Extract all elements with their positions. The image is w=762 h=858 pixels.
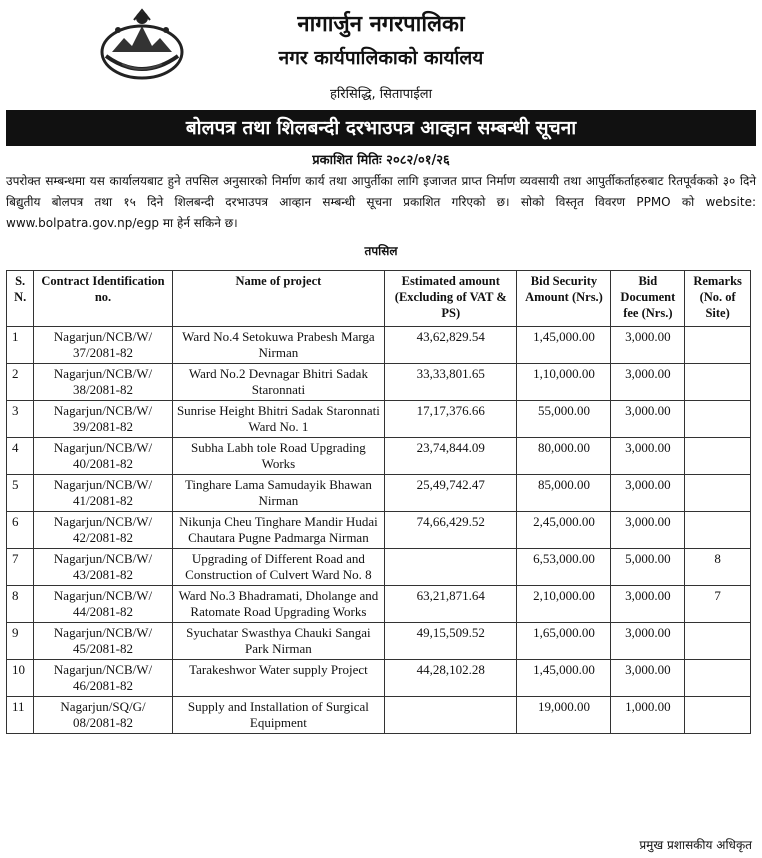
table-row xyxy=(7,549,751,586)
table-header-row xyxy=(7,271,751,327)
header-bid-fee: Bid Document fee (Nrs.) xyxy=(611,271,685,327)
table-row xyxy=(7,364,751,401)
table-row xyxy=(7,697,751,734)
row-remarks xyxy=(685,438,751,475)
row-bid-security: 19,000.00 xyxy=(517,697,611,734)
row-contract: Nagarjun/NCB/W/ 46/2081-82 xyxy=(34,660,172,697)
row-bid-security: 1,45,000.00 xyxy=(517,660,611,697)
row-bid-security: 55,000.00 xyxy=(517,401,611,438)
row-bid-security: 1,45,000.00 xyxy=(517,327,611,364)
row-sn: 9 xyxy=(7,623,34,660)
row-amount: 17,17,376.66 xyxy=(385,401,517,438)
row-amount: 44,28,102.28 xyxy=(385,660,517,697)
row-amount: 23,74,844.09 xyxy=(385,438,517,475)
row-bid-fee: 3,000.00 xyxy=(611,623,685,660)
row-project: Nikunja Cheu Tinghare Mandir Hudai Chautara Pugne Padmarga Nirman xyxy=(172,512,384,549)
row-remarks xyxy=(685,364,751,401)
row-bid-fee: 3,000.00 xyxy=(611,327,685,364)
row-contract: Nagarjun/NCB/W/ 44/2081-82 xyxy=(34,586,172,623)
table-row xyxy=(7,660,751,697)
row-remarks xyxy=(685,660,751,697)
row-project: Subha Labh tole Road Upgrading Works xyxy=(172,438,384,475)
row-bid-security: 2,45,000.00 xyxy=(517,512,611,549)
row-bid-fee: 3,000.00 xyxy=(611,401,685,438)
row-amount: 74,66,429.52 xyxy=(385,512,517,549)
row-bid-security: 6,53,000.00 xyxy=(517,549,611,586)
row-sn: 10 xyxy=(7,660,34,697)
row-bid-fee: 3,000.00 xyxy=(611,660,685,697)
office-name: नगर कार्यपालिकाको कार्यालय xyxy=(278,47,484,69)
row-bid-security: 80,000.00 xyxy=(517,438,611,475)
row-remarks: 7 xyxy=(685,586,751,623)
row-remarks xyxy=(685,327,751,364)
row-contract: Nagarjun/NCB/W/ 37/2081-82 xyxy=(34,327,172,364)
row-bid-fee: 5,000.00 xyxy=(611,549,685,586)
row-sn: 7 xyxy=(7,549,34,586)
row-contract: Nagarjun/NCB/W/ 41/2081-82 xyxy=(34,475,172,512)
row-project: Sunrise Height Bhitri Sadak Staronnati Ward No. 1 xyxy=(172,401,384,438)
signoff-title: प्रमुख प्रशासकीय अधिकृत xyxy=(639,838,752,852)
row-sn: 3 xyxy=(7,401,34,438)
row-bid-fee: 3,000.00 xyxy=(611,438,685,475)
table-row xyxy=(7,438,751,475)
tender-table xyxy=(6,270,751,734)
row-remarks xyxy=(685,623,751,660)
row-contract: Nagarjun/NCB/W/ 43/2081-82 xyxy=(34,549,172,586)
row-remarks xyxy=(685,512,751,549)
row-bid-fee: 1,000.00 xyxy=(611,697,685,734)
header-bid-security: Bid Security Amount (Nrs.) xyxy=(517,271,611,327)
row-project: Tinghare Lama Samudayik Bhawan Nirman xyxy=(172,475,384,512)
row-bid-security: 85,000.00 xyxy=(517,475,611,512)
row-sn: 4 xyxy=(7,438,34,475)
office-address: हरिसिद्धि, सितापाईला xyxy=(329,87,432,102)
row-contract: Nagarjun/NCB/W/ 38/2081-82 xyxy=(34,364,172,401)
row-contract: Nagarjun/SQ/G/ 08/2081-82 xyxy=(34,697,172,734)
row-amount: 43,62,829.54 xyxy=(385,327,517,364)
row-contract: Nagarjun/NCB/W/ 42/2081-82 xyxy=(34,512,172,549)
row-bid-security: 1,65,000.00 xyxy=(517,623,611,660)
row-amount xyxy=(385,549,517,586)
details-heading: तपसिल xyxy=(364,244,398,258)
row-project: Supply and Installation of Surgical Equipment xyxy=(172,697,384,734)
notice-paragraph: उपरोक्त सम्बन्धमा यस कार्यालयबाट हुने तपसिल अनुसारको निर्माण कार्य तथा आपुर्तीका लागि इजाजत प्राप्त निर्माण व्यवसायी तथा आपुर्तीकर्ताहरुबाट रितपूर्वकको ३० दिने बिद्युतीय बोलपत्र तथा १५ दिने शिलबन्दी दरभाउपत्र आव्हान सम्बन्धी सूचना प्रकाशित गरिएको छ। सोको विस्तृत विवरण PPMO को website: www.bolpatra.gov.np/egp मा हेर्न सकिने छ। xyxy=(6,174,756,230)
header-amount: Estimated amount (Excluding of VAT & PS) xyxy=(385,271,517,327)
row-project: Syuchatar Swasthya Chauki Sangai Park Nirman xyxy=(172,623,384,660)
table-row xyxy=(7,327,751,364)
row-amount: 25,49,742.47 xyxy=(385,475,517,512)
row-remarks: 8 xyxy=(685,549,751,586)
header-project: Name of project xyxy=(172,271,384,327)
row-project: Ward No.3 Bhadramati, Dholange and Ratomate Road Upgrading Works xyxy=(172,586,384,623)
row-bid-fee: 3,000.00 xyxy=(611,586,685,623)
row-amount: 33,33,801.65 xyxy=(385,364,517,401)
row-bid-fee: 3,000.00 xyxy=(611,512,685,549)
notice-banner: बोलपत्र तथा शिलबन्दी दरभाउपत्र आव्हान सम्बन्धी सूचना xyxy=(6,110,756,146)
row-bid-security: 1,10,000.00 xyxy=(517,364,611,401)
row-remarks xyxy=(685,697,751,734)
row-bid-fee: 3,000.00 xyxy=(611,475,685,512)
header-sn: S. N. xyxy=(7,271,34,327)
row-project: Tarakeshwor Water supply Project xyxy=(172,660,384,697)
row-sn: 8 xyxy=(7,586,34,623)
row-contract: Nagarjun/NCB/W/ 45/2081-82 xyxy=(34,623,172,660)
published-date: प्रकाशित मितिः २०८२/०१/२६ xyxy=(312,153,450,168)
row-project: Ward No.4 Setokuwa Prabesh Marga Nirman xyxy=(172,327,384,364)
table-row xyxy=(7,512,751,549)
row-bid-fee: 3,000.00 xyxy=(611,364,685,401)
row-project: Upgrading of Different Road and Construction of Culvert Ward No. 8 xyxy=(172,549,384,586)
row-remarks xyxy=(685,401,751,438)
header-remarks: Remarks (No. of Site) xyxy=(685,271,751,327)
row-sn: 5 xyxy=(7,475,34,512)
row-amount: 49,15,509.52 xyxy=(385,623,517,660)
row-remarks xyxy=(685,475,751,512)
row-sn: 1 xyxy=(7,327,34,364)
header-contract: Contract Identification no. xyxy=(34,271,172,327)
row-contract: Nagarjun/NCB/W/ 39/2081-82 xyxy=(34,401,172,438)
table-row xyxy=(7,401,751,438)
row-bid-security: 2,10,000.00 xyxy=(517,586,611,623)
table-row xyxy=(7,623,751,660)
row-sn: 2 xyxy=(7,364,34,401)
row-amount: 63,21,871.64 xyxy=(385,586,517,623)
municipality-name: नागार्जुन नगरपालिका xyxy=(297,12,465,37)
row-project: Ward No.2 Devnagar Bhitri Sadak Staronnati xyxy=(172,364,384,401)
table-row xyxy=(7,586,751,623)
row-amount xyxy=(385,697,517,734)
row-contract: Nagarjun/NCB/W/ 40/2081-82 xyxy=(34,438,172,475)
row-sn: 6 xyxy=(7,512,34,549)
table-row xyxy=(7,475,751,512)
row-sn: 11 xyxy=(7,697,34,734)
